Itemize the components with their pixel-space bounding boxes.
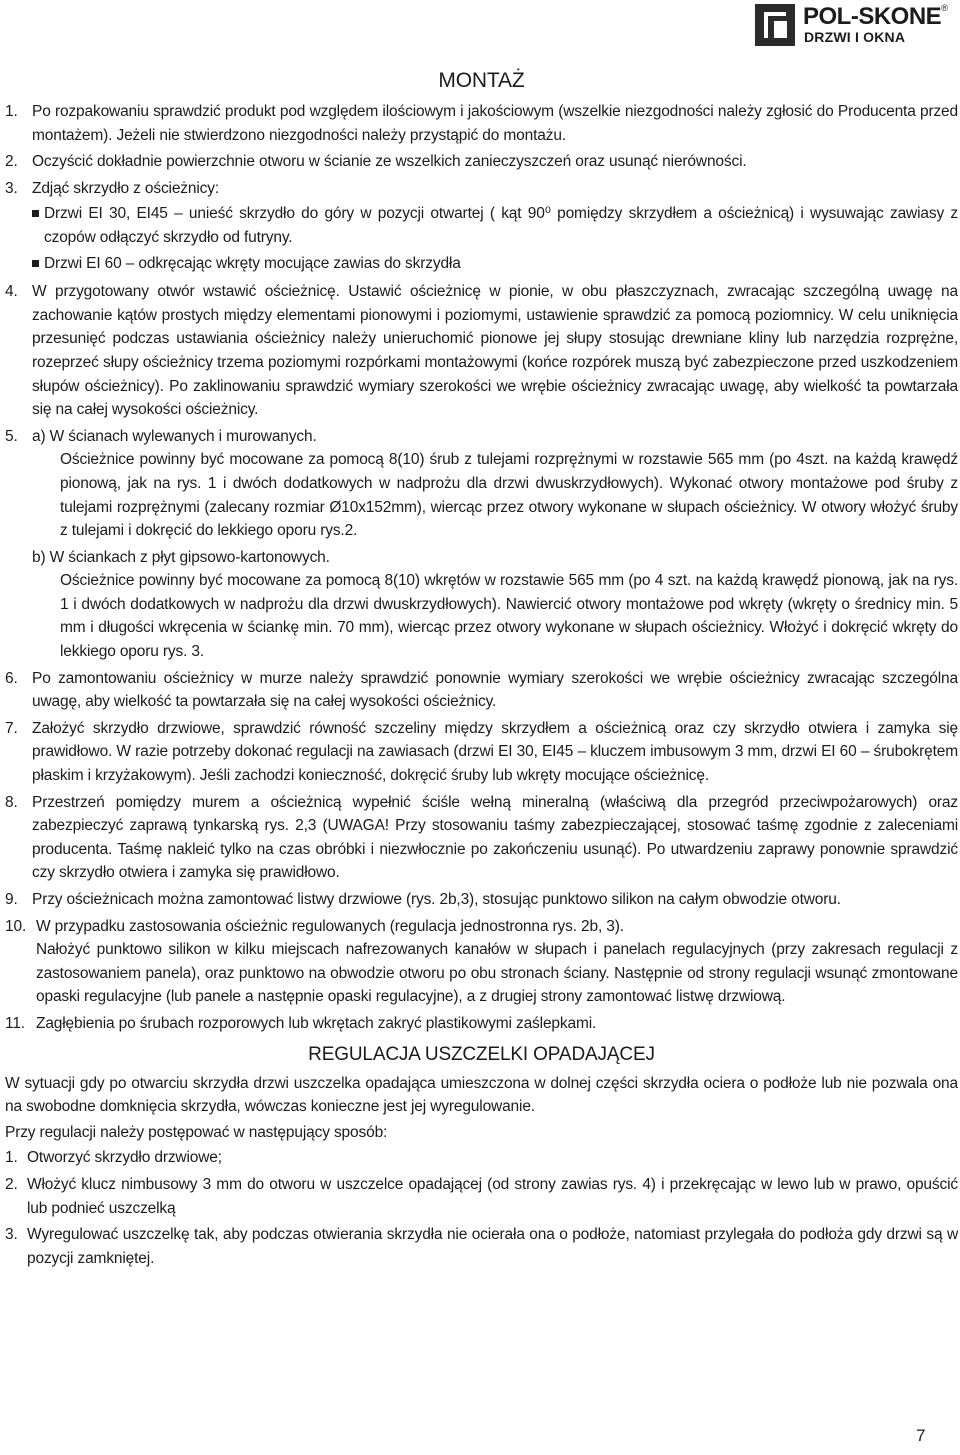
list-item: 4. W przygotowany otwór wstawić ościeżnicę. Ustawić ościeżnicę w pionie, w obu płaszczyznach, zwracając szczególną uwagę na zachowanie kątów prostych między elementami pionowymi i poziomymi, ustawienie sprawdzić za pomocą poziomnicy. W celu uniknięcia przesunięć podczas ustawiania ościeżnicy należy unieruchomić pionowe jej słupy stosując drewniane kliny lub narzędzia rozprężne, rozeprzeć słupy ościeżnicy trzema poziomymi rozpórkami montażowymi (końce rozpórek muszą być zabezpieczone przed uszkodzeniem słupów ościeżnicy). Po zaklinowaniu sprawdzić wymiary szerokości we wrębie ościeżnicy zwracając uwagę, aby wielkość ta powtarzała się na całej wysokości ościeżnicy.: [5, 283, 958, 419]
list-item: 6. Po zamontowaniu ościeżnicy w murze należy sprawdzić ponownie wymiary szerokości we wrębie ościeżnicy zwracając szczególna uwagę, aby wielkość ta powtarzała się na całej wysokości ościeżnicy.: [5, 669, 958, 711]
logo-tagline: DRZWI I OKNA: [804, 29, 906, 45]
section-title-montaz: MONTAŻ: [438, 69, 525, 92]
list-item: 10. W przypadku zastosowania ościeżnic regulowanych (regulacja jednostronna rys. 2b, 3). Nałożyć punktowo silikon w kilku miejscach nafrezowanych kanałów w słupach i panelach regulacyjnych (przy zakresach regulacji z zastosowaniem panela), oraz punktowo na obwodzie otworu po obu stronach ściany. Następnie od strony regulacji wsunąć zmontowane opaski regulacyjne (lub panele a następnie opaski regulacyjne), a z drugiej strony zamontować listwę drzwiową.: [5, 917, 958, 1006]
list-item: 1. Otworzyć skrzydło drzwiowe;: [5, 1149, 222, 1167]
subsection-label: a) W ścianach wylewanych i murowanych.: [32, 427, 317, 445]
list-item: 8. Przestrzeń pomiędzy murem a ościeżnicą wypełnić ściśle wełną mineralną (właściwą dla przegród przeciwpożarowych) oraz zabezpieczyć zaprawą tynkarską rys. 2,3 (UWAGA! Przy stosowaniu taśmy zabezpieczającej, stosować taśmę zgodnie z zaleceniami producenta. Taśmę nakleić tylko na czas obróbki i niezwłocznie po zakończeniu usunąć). Po utwardzeniu zaprawy ponownie sprawdzić czy skrzydło otwiera i zamyka się prawidłowo.: [5, 793, 958, 882]
paragraph: W sytuacji gdy po otwarciu skrzydła drzwi uszczelka opadająca umieszczona w dolnej części skrzydła ociera o podłoże lub nie pozwala ona na swobodne domknięcia skrzydła, wówczas konieczne jest jej wyregulowanie.: [5, 1074, 958, 1116]
list-item: 9. Przy ościeżnicach można zamontować listwy drzwiowe (rys. 2b,3), stosując punktowo silikon na całym obwodzie otworu.: [5, 891, 841, 908]
list-item: 3. Zdjąć skrzydło z ościeżnicy: Drzwi EI 30, EI45 – unieść skrzydło do góry w pozycji otwartej ( kąt 90⁰ pomiędzy skrzydłem a ościeżnicą) i wysuwając zawiasy z czopów odłączyć skrzydło od futryny. Drzwi EI 60 – odkręcając wkręty mocujące zawias do skrzydła: [5, 177, 958, 277]
logo-door-icon: [755, 4, 795, 46]
bullet-item: Drzwi EI 60 – odkręcając wkręty mocujące zawias do skrzydła: [32, 252, 958, 276]
section-title-regulacja: REGULACJA USZCZELKI OPADAJĄCEJ: [308, 1043, 655, 1065]
list-item: 1. Po rozpakowaniu sprawdzić produkt pod względem ilościowym i jakościowym (wszelkie niezgodności należy zgłosić do Producenta przed montażem). Jeżeli nie stwierdzono niezgodności należy przystąpić do montażu.: [5, 103, 958, 144]
list-item: 5. a) W ścianach wylewanych i murowanych. Ościeżnice powinny być mocowane za pomocą 8(10) śrub z tulejami rozprężnymi w rozstawie 565 mm (po 4szt. na każdą krawędź pionową, jak na rys. 1 i dwóch dodatkowych w nadprożu dla drzwi dwuskrzydłowych). Wykonać otwory montażowe pod śruby z tulejami rozprężnymi (zalecany rozmiar Ø10x152mm), wiercąc przez otwory wykonane w słupach ościeżnicy. W otwory włożyć śruby z tulejami i dokręcić do lekkiego oporu rys.2. b) W ściankach z płyt gipsowo-kartonowych. Ościeżnice powinny być mocowane za pomocą 8(10) wkrętów w rozstawie 565 mm (po 4 szt. na każdą krawędź pionową, jak na rys. 1 i dwóch dodatkowych w nadprożu dla drzwi dwuskrzydłowych). Nawiercić otwory montażowe pod wkręty (wkręty o średnicy min. 5 mm i długości wkręcenia w ściankę min. 70 mm), wiercąc przez otwory wykonane w słupach ościeżnicy. Włożyć i dokręcić wkręty do lekkiego oporu rys. 3.: [5, 425, 958, 664]
bullet-item: Drzwi EI 30, EI45 – unieść skrzydło do góry w pozycji otwartej ( kąt 90⁰ pomiędzy skrzydłem a ościeżnicą) i wysuwając zawiasy z czopów odłączyć skrzydło od futryny.: [32, 202, 958, 249]
logo-name: POL-SKONE®: [803, 3, 948, 30]
square-bullet-icon: [32, 202, 44, 249]
list-item: 2. Oczyścić dokładnie powierzchnie otworu w ścianie ze wszelkich zanieczyszczeń oraz usunąć nierówności.: [5, 153, 747, 171]
brand-logo: [755, 4, 955, 46]
list-item: 7. Założyć skrzydło drzwiowe, sprawdzić równość szczeliny między skrzydłem a ościeżnicą oraz czy skrzydło otwiera i zamyka się prawidłowo. W razie potrzeby dokonać regulacji na zawiasach (drzwi EI 30, EI45 – kluczem imbusowym 3 mm, drzwi EI 60 – śrubokrętem płaskim i krzyżakowym). Jeśli zachodzi konieczność, dokręcić śruby lub wkręty mocujące ościeżnicę.: [5, 719, 958, 785]
paragraph: Przy regulacji należy postępować w następujący sposób:: [5, 1123, 388, 1141]
square-bullet-icon: [32, 252, 44, 276]
document-body: [5, 68, 958, 1273]
list-item: 2. Włożyć klucz nimbusowy 3 mm do otworu w uszczelce opadającej (od strony zawias rys. 4) i przekręcając w lewo lub w prawo, opuścić lub podnieć uszczelką: [5, 1175, 958, 1217]
list-item: 3. Wyregulować uszczelkę tak, aby podczas otwierania skrzydła nie ocierała ona o podłoże, natomiast przylegała do podłoża gdy drzwi są w pozycji zamkniętej.: [5, 1226, 958, 1267]
page-number: 7: [916, 1426, 926, 1445]
subsection-label: b) W ściankach z płyt gipsowo-kartonowych.: [32, 548, 330, 566]
list-item: 11. Zagłębienia po śrubach rozporowych lub wkrętach zakryć plastikowymi zaślepkami.: [5, 1014, 597, 1032]
